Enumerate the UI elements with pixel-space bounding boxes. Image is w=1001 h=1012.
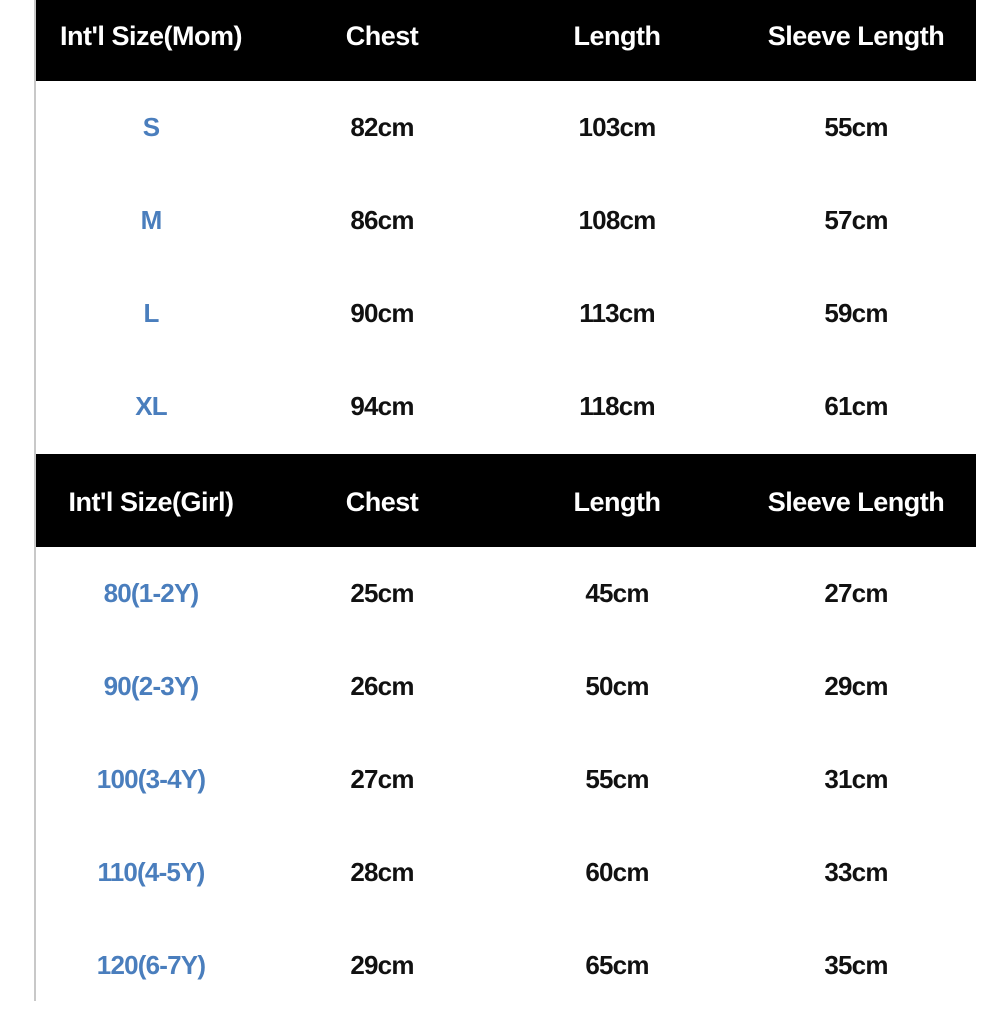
chest-cell: 26cm [350,671,414,701]
sleeve-length-cell: 61cm [824,391,888,421]
sleeve-length-cell: 31cm [824,764,888,794]
length-cell: 113cm [579,298,655,328]
mom-size-table [36,0,976,453]
header-length: Length [573,487,661,517]
header-length: Length [573,21,661,51]
sleeve-length-cell: 59cm [824,298,888,328]
length-cell: 65cm [585,950,649,980]
size-cell: 90(2-3Y) [103,671,199,701]
size-cell: M [140,205,162,235]
chest-cell: 90cm [350,298,414,328]
size-cell: L [143,298,159,328]
chest-cell: 28cm [350,857,414,887]
table-row [36,547,976,640]
size-cell: 110(4-5Y) [97,857,205,887]
length-cell: 60cm [585,857,649,887]
table-row [36,267,976,360]
table-row [36,919,976,1012]
chest-cell: 82cm [350,112,414,142]
chest-cell: 25cm [350,578,414,608]
header-sleeve-length: Sleeve Length [767,487,945,517]
size-cell: 80(1-2Y) [103,578,199,608]
table-row [36,640,976,733]
sleeve-length-cell: 33cm [824,857,888,887]
sleeve-length-cell: 29cm [824,671,888,701]
mom-table-header [36,0,976,81]
length-cell: 45cm [585,578,649,608]
table-row [36,81,976,174]
table-row [36,733,976,826]
header-sleeve-length: Sleeve Length [767,21,945,51]
header-size: Int'l Size(Girl) [68,487,234,517]
girl-table-header [36,454,976,547]
sleeve-length-cell: 27cm [824,578,888,608]
sleeve-length-cell: 57cm [824,205,888,235]
length-cell: 50cm [585,671,649,701]
length-cell: 118cm [579,391,655,421]
header-chest: Chest [345,487,419,517]
size-cell: 100(3-4Y) [96,764,206,794]
length-cell: 103cm [578,112,656,142]
length-cell: 108cm [578,205,656,235]
chest-cell: 27cm [350,764,414,794]
header-size: Int'l Size(Mom) [60,21,242,51]
chest-cell: 94cm [350,391,414,421]
sleeve-length-cell: 55cm [824,112,888,142]
sleeve-length-cell: 35cm [824,950,888,980]
table-row [36,360,976,453]
table-row [36,826,976,919]
length-cell: 55cm [585,764,649,794]
girl-size-table [36,454,976,1012]
chest-cell: 29cm [350,950,414,980]
size-cell: 120(6-7Y) [96,950,206,980]
size-cell: XL [135,391,167,421]
header-chest: Chest [345,21,419,51]
table-row [36,174,976,267]
chest-cell: 86cm [350,205,414,235]
size-cell: S [142,112,160,142]
